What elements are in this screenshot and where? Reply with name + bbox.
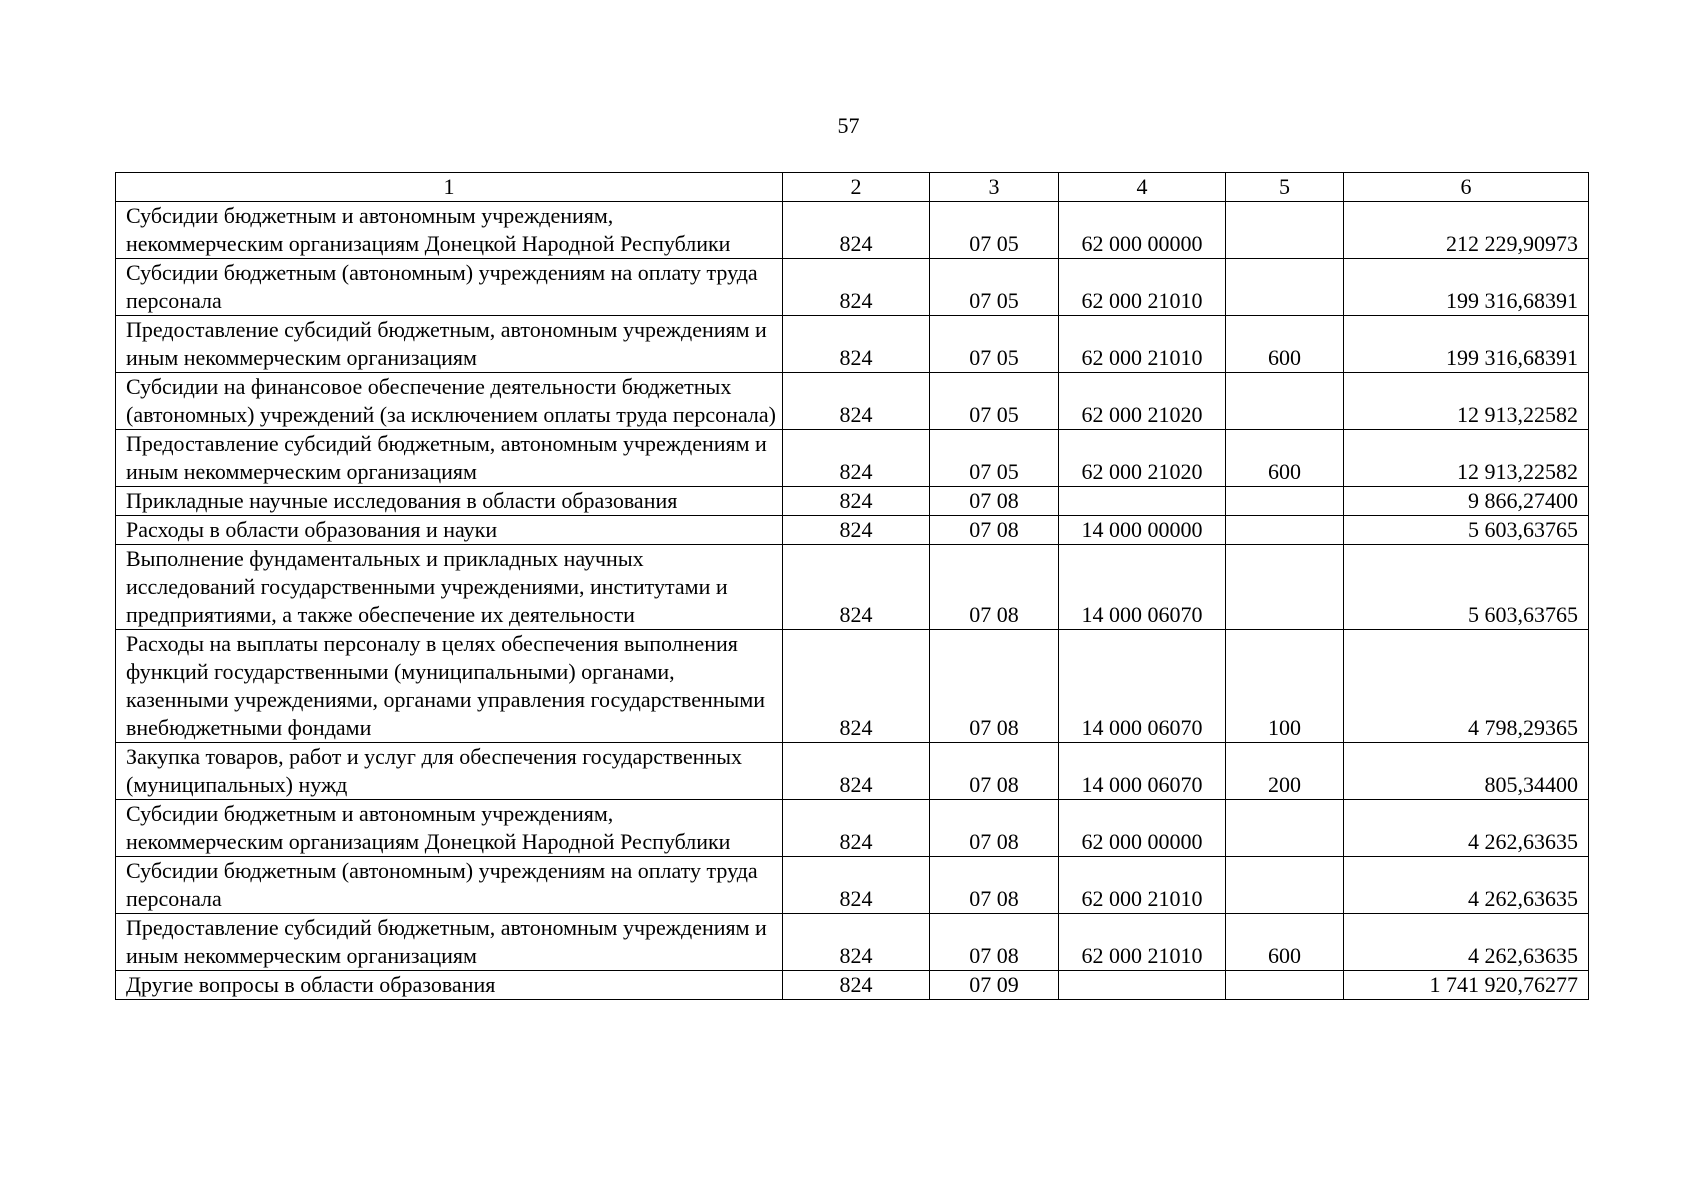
row-code-cell: 824: [783, 800, 930, 857]
row-type-cell: 200: [1226, 743, 1344, 800]
row-type-cell: [1226, 373, 1344, 430]
row-section-cell: 07 05: [930, 430, 1059, 487]
row-section-cell: 07 08: [930, 857, 1059, 914]
row-section-cell: 07 08: [930, 914, 1059, 971]
row-amount-cell: 199 316,68391: [1344, 316, 1589, 373]
row-type-cell: [1226, 857, 1344, 914]
table-row: [116, 545, 1589, 630]
row-target-cell: 62 000 00000: [1059, 202, 1226, 259]
table-row: [116, 487, 1589, 516]
row-section-cell: 07 08: [930, 516, 1059, 545]
table-row: [116, 630, 1589, 743]
row-code-cell: 824: [783, 316, 930, 373]
row-target-cell: 14 000 06070: [1059, 743, 1226, 800]
budget-table: [115, 172, 1589, 1000]
row-name-cell: Предоставление субсидий бюджетным, автономным учреждениям и иным некоммерческим организациям: [116, 316, 783, 373]
row-amount-cell: 199 316,68391: [1344, 259, 1589, 316]
row-name-cell: Субсидии бюджетным и автономным учреждениям, некоммерческим организациям Донецкой Народной Республики: [116, 202, 783, 259]
row-amount-cell: 212 229,90973: [1344, 202, 1589, 259]
row-type-cell: 600: [1226, 316, 1344, 373]
row-name-cell: Субсидии бюджетным (автономным) учреждениям на оплату труда персонала: [116, 259, 783, 316]
row-section-cell: 07 09: [930, 971, 1059, 1000]
row-amount-cell: 5 603,63765: [1344, 516, 1589, 545]
header-cell: 2: [783, 173, 930, 202]
row-target-cell: [1059, 971, 1226, 1000]
row-code-cell: 824: [783, 259, 930, 316]
row-section-cell: 07 05: [930, 373, 1059, 430]
row-type-cell: 100: [1226, 630, 1344, 743]
row-name-cell: Расходы на выплаты персоналу в целях обеспечения выполнения функций государственными (муниципальными) органами, казенными учреждениями, органами управления государственными внебюджетными фондами: [116, 630, 783, 743]
row-name-cell: Другие вопросы в области образования: [116, 971, 783, 1000]
row-code-cell: 824: [783, 202, 930, 259]
row-type-cell: [1226, 971, 1344, 1000]
table-row: [116, 316, 1589, 373]
row-target-cell: 62 000 21010: [1059, 316, 1226, 373]
row-target-cell: 62 000 21020: [1059, 373, 1226, 430]
row-type-cell: [1226, 202, 1344, 259]
table-row: [116, 430, 1589, 487]
row-section-cell: 07 08: [930, 545, 1059, 630]
row-target-cell: 62 000 21020: [1059, 430, 1226, 487]
row-name-cell: Субсидии бюджетным и автономным учреждениям, некоммерческим организациям Донецкой Народной Республики: [116, 800, 783, 857]
row-type-cell: [1226, 487, 1344, 516]
page-number: 57: [837, 113, 860, 138]
row-name-cell: Прикладные научные исследования в области образования: [116, 487, 783, 516]
header-cell: 4: [1059, 173, 1226, 202]
table-row: [116, 743, 1589, 800]
row-amount-cell: 4 262,63635: [1344, 857, 1589, 914]
row-section-cell: 07 05: [930, 316, 1059, 373]
row-type-cell: 600: [1226, 430, 1344, 487]
row-code-cell: 824: [783, 971, 930, 1000]
row-name-cell: Расходы в области образования и науки: [116, 516, 783, 545]
row-target-cell: 14 000 06070: [1059, 630, 1226, 743]
row-code-cell: 824: [783, 545, 930, 630]
row-target-cell: 62 000 21010: [1059, 914, 1226, 971]
row-type-cell: [1226, 516, 1344, 545]
row-amount-cell: 9 866,27400: [1344, 487, 1589, 516]
row-type-cell: [1226, 259, 1344, 316]
row-type-cell: [1226, 800, 1344, 857]
row-section-cell: 07 08: [930, 800, 1059, 857]
row-name-cell: Субсидии бюджетным (автономным) учреждениям на оплату труда персонала: [116, 857, 783, 914]
row-section-cell: 07 05: [930, 202, 1059, 259]
row-type-cell: [1226, 545, 1344, 630]
row-amount-cell: 4 262,63635: [1344, 914, 1589, 971]
row-amount-cell: 12 913,22582: [1344, 430, 1589, 487]
row-code-cell: 824: [783, 430, 930, 487]
table-row: [116, 202, 1589, 259]
row-target-cell: 14 000 00000: [1059, 516, 1226, 545]
row-amount-cell: 805,34400: [1344, 743, 1589, 800]
row-amount-cell: 4 262,63635: [1344, 800, 1589, 857]
row-target-cell: 62 000 21010: [1059, 259, 1226, 316]
row-section-cell: 07 08: [930, 630, 1059, 743]
row-target-cell: 62 000 21010: [1059, 857, 1226, 914]
row-code-cell: 824: [783, 630, 930, 743]
row-amount-cell: 12 913,22582: [1344, 373, 1589, 430]
row-code-cell: 824: [783, 857, 930, 914]
row-type-cell: 600: [1226, 914, 1344, 971]
table-row: [116, 857, 1589, 914]
row-amount-cell: 4 798,29365: [1344, 630, 1589, 743]
row-target-cell: 14 000 06070: [1059, 545, 1226, 630]
row-target-cell: [1059, 487, 1226, 516]
row-name-cell: Закупка товаров, работ и услуг для обеспечения государственных (муниципальных) нужд: [116, 743, 783, 800]
table-header-row: [116, 173, 1589, 202]
row-section-cell: 07 05: [930, 259, 1059, 316]
row-code-cell: 824: [783, 516, 930, 545]
row-code-cell: 824: [783, 373, 930, 430]
row-amount-cell: 5 603,63765: [1344, 545, 1589, 630]
row-name-cell: Субсидии на финансовое обеспечение деятельности бюджетных (автономных) учреждений (за исключением оплаты труда персонала): [116, 373, 783, 430]
table-row: [116, 516, 1589, 545]
table-row: [116, 259, 1589, 316]
header-cell: 3: [930, 173, 1059, 202]
row-code-cell: 824: [783, 487, 930, 516]
row-name-cell: Предоставление субсидий бюджетным, автономным учреждениям и иным некоммерческим организациям: [116, 914, 783, 971]
table-row: [116, 914, 1589, 971]
row-section-cell: 07 08: [930, 487, 1059, 516]
header-cell: 5: [1226, 173, 1344, 202]
row-code-cell: 824: [783, 914, 930, 971]
row-section-cell: 07 08: [930, 743, 1059, 800]
header-cell: 6: [1344, 173, 1589, 202]
header-cell: 1: [116, 173, 783, 202]
table-row: [116, 800, 1589, 857]
row-name-cell: Выполнение фундаментальных и прикладных научных исследований государственными учреждениями, институтами и предприятиями, а также обеспечение их деятельности: [116, 545, 783, 630]
row-target-cell: 62 000 00000: [1059, 800, 1226, 857]
row-name-cell: Предоставление субсидий бюджетным, автономным учреждениям и иным некоммерческим организациям: [116, 430, 783, 487]
row-code-cell: 824: [783, 743, 930, 800]
table-row: [116, 971, 1589, 1000]
table-row: [116, 373, 1589, 430]
row-amount-cell: 1 741 920,76277: [1344, 971, 1589, 1000]
